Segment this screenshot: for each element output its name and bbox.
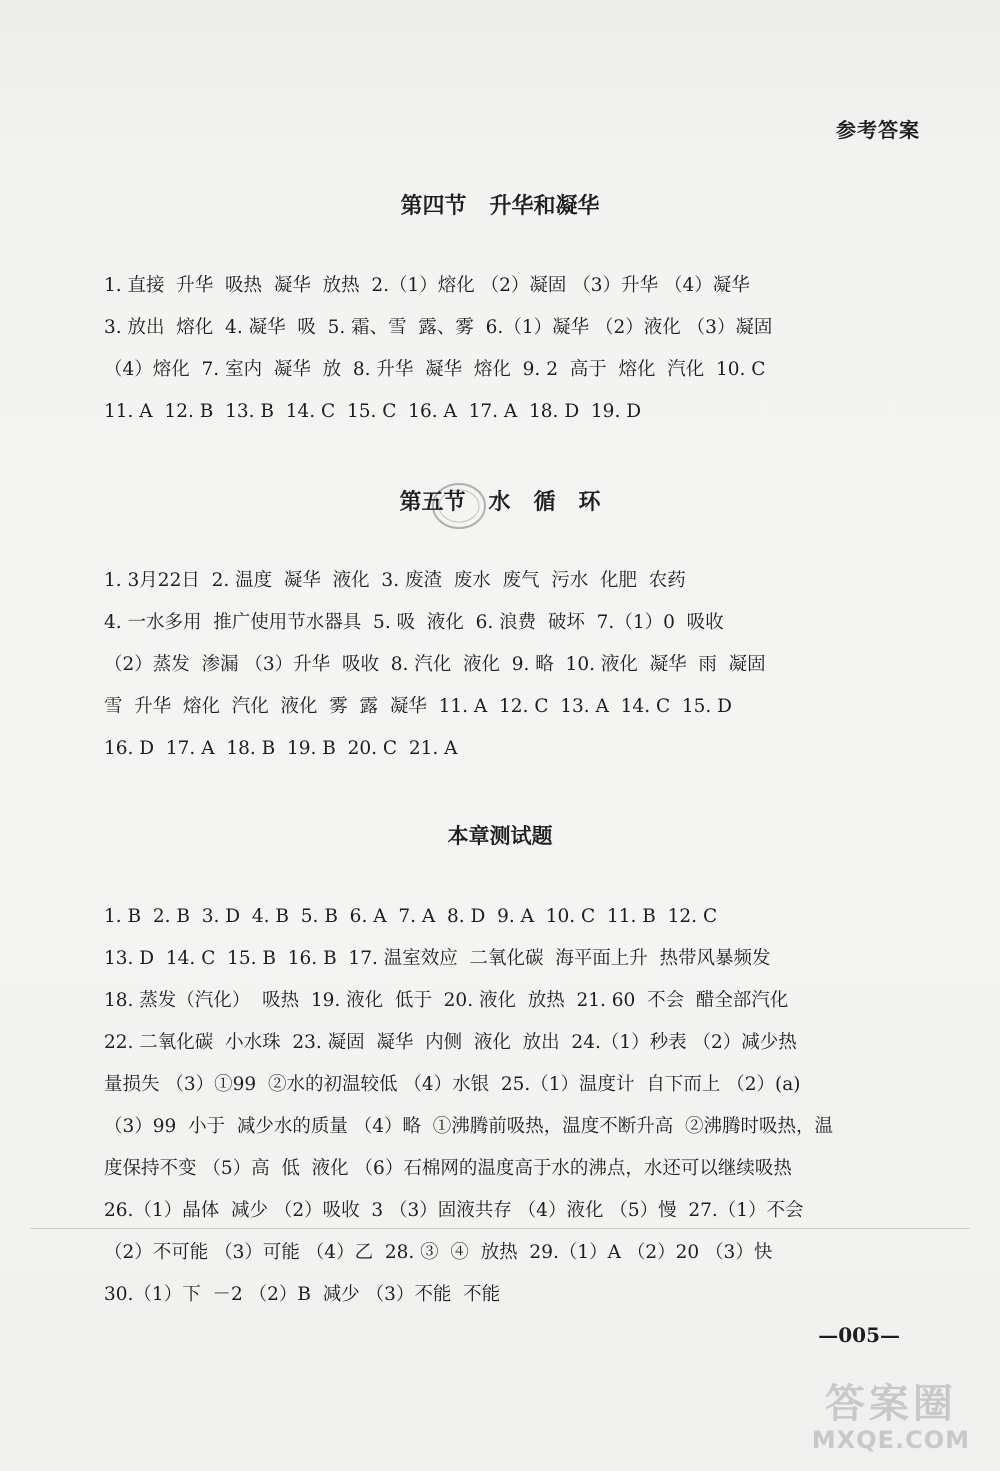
answer-line: 量损失 （3）①99 ②水的初温较低 （4）水银 25.（1）温度计 自下而上 （2）(a) — [104, 1074, 801, 1095]
section-title-5: 第五节 水 循 环 — [399, 490, 601, 515]
answer-line: 26.（1）晶体 减少 （2）吸收 3 （3）固液共存 （4）液化 （5）慢 27.（1）不会 — [104, 1200, 804, 1221]
watermark-logo: 答案圈 — [824, 1381, 957, 1427]
chapter-test-answers — [104, 896, 904, 1316]
section-5-answers — [104, 560, 904, 770]
answer-line: 1. 3月22日 2. 温度 凝华 液化 3. 废渣 废水 废气 污水 化肥 农药 — [104, 570, 686, 591]
answer-line: 22. 二氧化碳 小水珠 23. 凝固 凝华 内侧 液化 放出 24.（1）秒表 （2）减少热 — [104, 1032, 797, 1053]
answer-line: 3. 放出 熔化 4. 凝华 吸 5. 霜、雪 露、雾 6.（1）凝华 （2）液化 （3）凝固 — [104, 317, 773, 338]
answer-line: 度保持不变 （5）高 低 液化 （6）石棉网的温度高于水的沸点，水还可以继续吸热 — [104, 1158, 792, 1179]
answer-line: （3）99 小于 减少水的质量 （4）略 ①沸腾前吸热，温度不断升高 ②沸腾时吸热，温 — [104, 1116, 834, 1137]
answer-line: （4）熔化 7. 室内 凝华 放 8. 升华 凝华 熔化 9. 2 高于 熔化 汽化 10. C — [104, 359, 766, 380]
watermark — [812, 1382, 970, 1454]
fold-line — [30, 1228, 970, 1229]
answer-line: 4. 一水多用 推广使用节水器具 5. 吸 液化 6. 浪费 破坏 7.（1）0 吸收 — [104, 612, 724, 633]
answer-line: 13. D 14. C 15. B 16. B 17. 温室效应 二氧化碳 海平面上升 热带风暴频发 — [104, 948, 771, 969]
section-title-4: 第四节 升华和凝华 — [400, 194, 600, 219]
answer-line: 18. 蒸发（汽化） 吸热 19. 液化 低于 20. 液化 放热 21. 60 不会 醋全部汽化 — [104, 990, 789, 1011]
answer-line: （2）蒸发 渗漏 （3）升华 吸收 8. 汽化 液化 9. 略 10. 液化 凝华 雨 凝固 — [104, 654, 766, 675]
running-title: 参考答案 — [836, 118, 920, 142]
answer-line: 11. A 12. B 13. B 14. C 15. C 16. A 17. A 18. D 19. D — [104, 401, 642, 422]
section-title-chapter-test: 本章测试题 — [447, 824, 553, 848]
answer-line: （2）不可能 （3）可能 （4）乙 28. ③ ④ 放热 29.（1）A （2）20 （3）快 — [104, 1242, 773, 1263]
watermark-url: MXQE.COM — [811, 1426, 970, 1454]
answer-line: 1. B 2. B 3. D 4. B 5. B 6. A 7. A 8. D 9. A 10. C 11. B 12. C — [104, 906, 718, 927]
answer-line: 1. 直接 升华 吸热 凝华 放热 2.（1）熔化 （2）凝固 （3）升华 （4）凝华 — [104, 275, 750, 296]
answer-line: 16. D 17. A 18. B 19. B 20. C 21. A — [104, 738, 458, 759]
page-number: —005— — [818, 1323, 900, 1347]
section-4-answers — [104, 265, 904, 433]
answer-line: 雪 升华 熔化 汽化 液化 雾 露 凝华 11. A 12. C 13. A 14. C 15. D — [104, 696, 733, 717]
answer-line: 30.（1）下 －2 （2）B 减少 （3）不能 不能 — [104, 1284, 501, 1305]
